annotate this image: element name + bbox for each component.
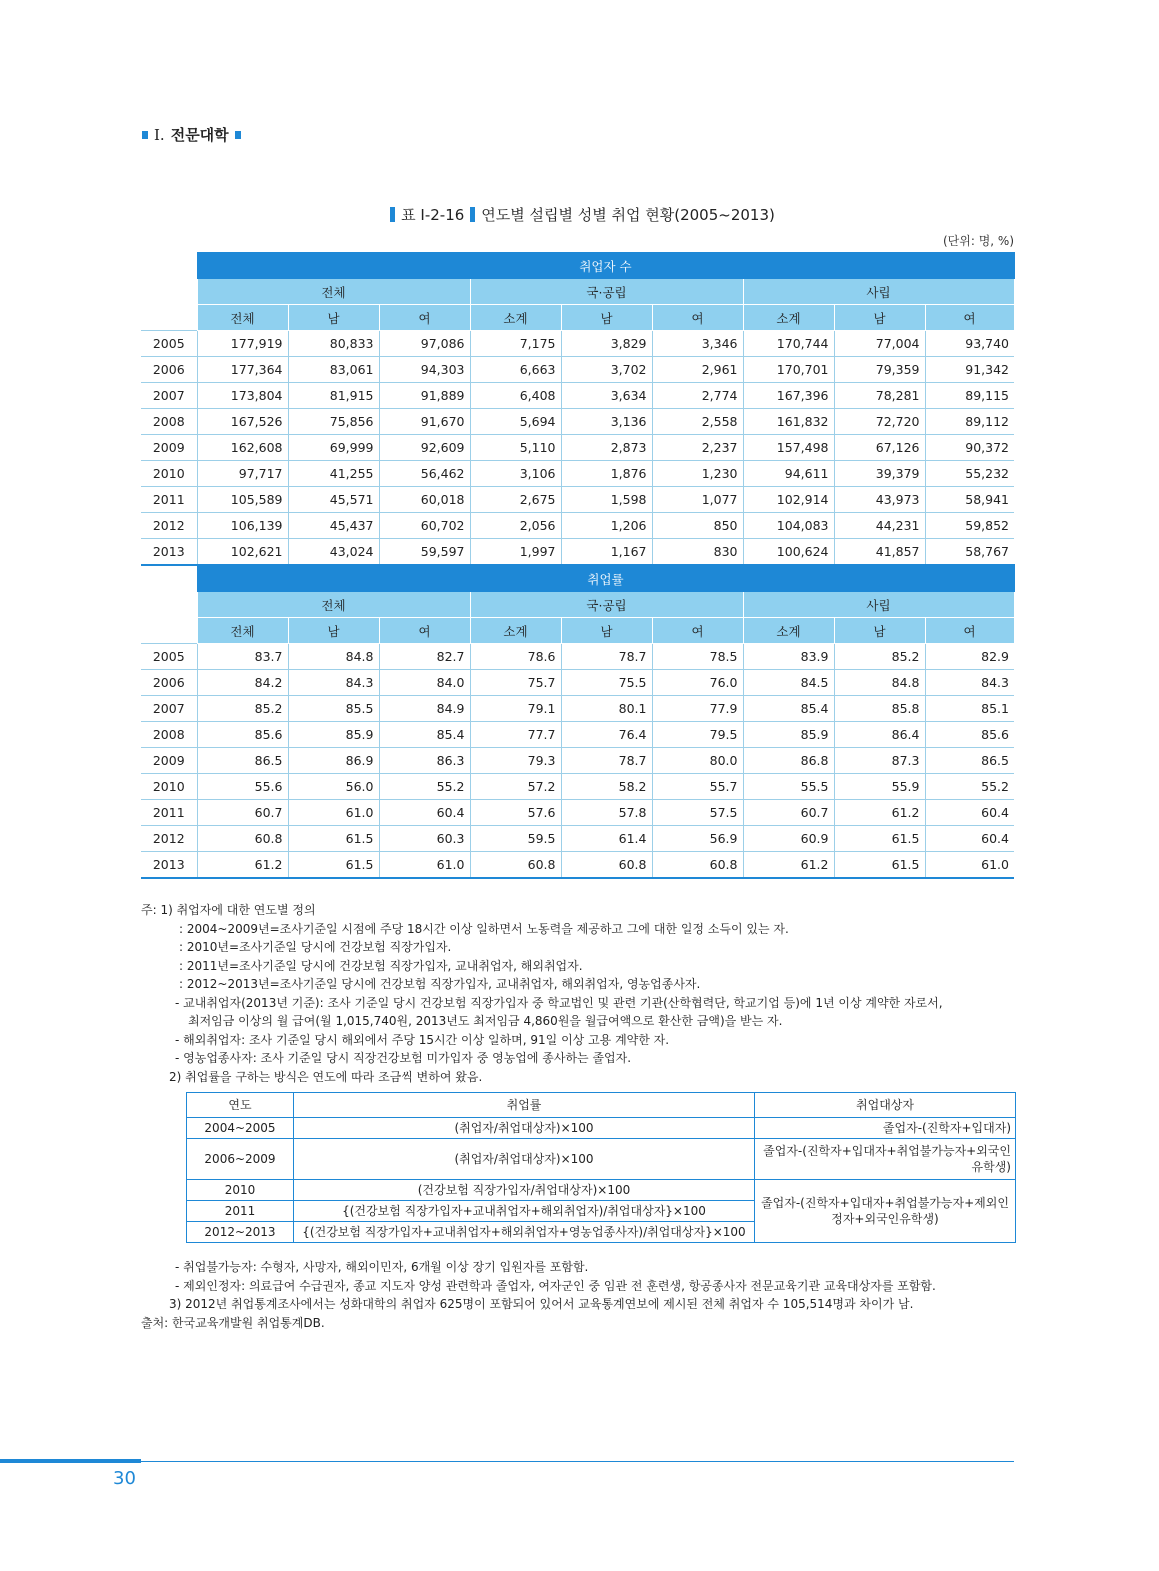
- footnote-line: - 해외취업자: 조사 기준일 당시 해외에서 주당 15시간 이상 일하며, 91일 이상 고용 계약한 자.: [175, 1032, 670, 1047]
- value-cell: 61.5: [288, 826, 379, 852]
- value-cell: 55.7: [652, 774, 743, 800]
- value-cell: 57.5: [652, 800, 743, 826]
- value-cell: 85.4: [379, 722, 470, 748]
- value-cell: 80,833: [288, 331, 379, 357]
- value-cell: 1,167: [561, 539, 652, 566]
- method-target: 졸업자-(진학자+입대자): [755, 1118, 1016, 1139]
- sub-header-cell: 소계: [743, 618, 834, 644]
- value-cell: 61.0: [288, 800, 379, 826]
- value-cell: 86.5: [925, 748, 1014, 774]
- value-cell: 83.7: [197, 644, 288, 670]
- value-cell: 93,740: [925, 331, 1014, 357]
- value-cell: 3,829: [561, 331, 652, 357]
- value-cell: 3,702: [561, 357, 652, 383]
- value-cell: 45,571: [288, 487, 379, 513]
- method-row: [187, 1139, 1016, 1180]
- square-bullet-icon: [142, 131, 148, 139]
- method-rate: (취업자/취업대상자)×100: [294, 1118, 755, 1139]
- value-cell: 167,396: [743, 383, 834, 409]
- footnote-line: - 교내취업자(2013년 기준): 조사 기준일 당시 건강보험 직장가입자 중 학교법인 및 관련 기관(산학협력단, 학교기업 등)에 1년 이상 계약한 자로서,: [175, 995, 943, 1010]
- table-row: [141, 748, 1014, 774]
- value-cell: 84.9: [379, 696, 470, 722]
- value-cell: 84.8: [834, 670, 925, 696]
- value-cell: 86.5: [197, 748, 288, 774]
- value-cell: 1,997: [470, 539, 561, 566]
- section-header: [142, 124, 241, 145]
- value-cell: 58,767: [925, 539, 1014, 566]
- value-cell: 6,408: [470, 383, 561, 409]
- value-cell: 830: [652, 539, 743, 566]
- sub-header-cell: 여: [379, 618, 470, 644]
- value-cell: 60.7: [743, 800, 834, 826]
- value-cell: 56,462: [379, 461, 470, 487]
- value-cell: 60.8: [470, 852, 561, 879]
- footnotes: [141, 901, 1016, 1086]
- value-cell: 2,961: [652, 357, 743, 383]
- value-cell: 45,437: [288, 513, 379, 539]
- employment-table: [141, 252, 1015, 879]
- value-cell: 59,597: [379, 539, 470, 566]
- sub-header-cell: 여: [925, 618, 1014, 644]
- table-row: [141, 383, 1014, 409]
- section-title-row: [141, 253, 1014, 279]
- value-cell: 43,024: [288, 539, 379, 566]
- sub-header-cell: 남: [834, 618, 925, 644]
- value-cell: 97,086: [379, 331, 470, 357]
- value-cell: 94,303: [379, 357, 470, 383]
- value-cell: 85.8: [834, 696, 925, 722]
- group-header-cell: 국·공립: [470, 279, 743, 305]
- value-cell: 1,206: [561, 513, 652, 539]
- value-cell: 85.2: [834, 644, 925, 670]
- value-cell: 85.6: [197, 722, 288, 748]
- year-cell: 2008: [141, 409, 197, 435]
- value-cell: 167,526: [197, 409, 288, 435]
- value-cell: 102,914: [743, 487, 834, 513]
- value-cell: 100,624: [743, 539, 834, 566]
- value-cell: 2,056: [470, 513, 561, 539]
- value-cell: 81,915: [288, 383, 379, 409]
- value-cell: 76.4: [561, 722, 652, 748]
- value-cell: 44,231: [834, 513, 925, 539]
- value-cell: 41,255: [288, 461, 379, 487]
- year-cell: 2008: [141, 722, 197, 748]
- group-header-row: [141, 592, 1014, 618]
- value-cell: 1,230: [652, 461, 743, 487]
- value-cell: 55.2: [379, 774, 470, 800]
- value-cell: 2,237: [652, 435, 743, 461]
- value-cell: 104,083: [743, 513, 834, 539]
- value-cell: 78,281: [834, 383, 925, 409]
- value-cell: 162,608: [197, 435, 288, 461]
- year-cell: 2012: [141, 513, 197, 539]
- value-cell: 77.7: [470, 722, 561, 748]
- value-cell: 83,061: [288, 357, 379, 383]
- year-cell: 2011: [141, 487, 197, 513]
- table-row: [141, 800, 1014, 826]
- value-cell: 80.1: [561, 696, 652, 722]
- value-cell: 85.9: [743, 722, 834, 748]
- footnote-line: : 2011년=조사기준일 당시에 건강보험 직장가입자, 교내취업자, 해외취업자.: [179, 958, 583, 973]
- section-number: I.: [154, 125, 165, 144]
- value-cell: 85.1: [925, 696, 1014, 722]
- value-cell: 41,857: [834, 539, 925, 566]
- table-row: [141, 435, 1014, 461]
- sub-header-row: [141, 618, 1014, 644]
- value-cell: 3,346: [652, 331, 743, 357]
- year-cell: 2007: [141, 696, 197, 722]
- value-cell: 60.4: [925, 826, 1014, 852]
- table-row: [141, 513, 1014, 539]
- value-cell: 59,852: [925, 513, 1014, 539]
- value-cell: 92,609: [379, 435, 470, 461]
- method-rate: {(건강보험 직장가입자+교내취업자+해외취업자)/취업대상자}×100: [294, 1201, 755, 1222]
- value-cell: 56.0: [288, 774, 379, 800]
- caption-bar-icon: [390, 207, 395, 222]
- value-cell: 84.3: [925, 670, 1014, 696]
- value-cell: 43,973: [834, 487, 925, 513]
- value-cell: 60.4: [925, 800, 1014, 826]
- table-caption: [0, 204, 1159, 225]
- sub-header-row: [141, 305, 1014, 331]
- value-cell: 60.8: [652, 852, 743, 879]
- blank-cell: [141, 279, 197, 305]
- sub-header-cell: 남: [834, 305, 925, 331]
- value-cell: 61.0: [925, 852, 1014, 879]
- footnote-line: 2) 취업률을 구하는 방식은 연도에 따라 조금씩 변하여 왔음.: [169, 1069, 483, 1084]
- value-cell: 55.2: [925, 774, 1014, 800]
- value-cell: 78.7: [561, 748, 652, 774]
- value-cell: 56.9: [652, 826, 743, 852]
- method-year: 2011: [187, 1201, 294, 1222]
- method-header-cell: 취업률: [294, 1093, 755, 1118]
- value-cell: 82.9: [925, 644, 1014, 670]
- value-cell: 177,364: [197, 357, 288, 383]
- method-row: [187, 1118, 1016, 1139]
- value-cell: 86.3: [379, 748, 470, 774]
- value-cell: 97,717: [197, 461, 288, 487]
- value-cell: 61.0: [379, 852, 470, 879]
- footnotes-continued: [141, 1258, 1021, 1332]
- rate-method-table: [186, 1092, 1016, 1243]
- value-cell: 170,744: [743, 331, 834, 357]
- value-cell: 84.8: [288, 644, 379, 670]
- page-number: 30: [113, 1468, 136, 1489]
- sub-header-cell: 남: [561, 618, 652, 644]
- method-year: 2012~2013: [187, 1222, 294, 1243]
- table-row: [141, 774, 1014, 800]
- value-cell: 61.2: [743, 852, 834, 879]
- caption-label: 표 Ⅰ-2-16: [401, 206, 465, 224]
- table-row: [141, 409, 1014, 435]
- value-cell: 77,004: [834, 331, 925, 357]
- blank-cell: [141, 618, 197, 644]
- sub-header-cell: 소계: [470, 618, 561, 644]
- year-cell: 2009: [141, 748, 197, 774]
- value-cell: 61.5: [288, 852, 379, 879]
- footnote-line: 주: 1) 취업자에 대한 연도별 정의: [141, 903, 316, 917]
- footnote-line: : 2010년=조사기준일 당시에 건강보험 직장가입자.: [179, 940, 452, 954]
- value-cell: 84.2: [197, 670, 288, 696]
- year-cell: 2013: [141, 852, 197, 879]
- value-cell: 85.9: [288, 722, 379, 748]
- value-cell: 60,702: [379, 513, 470, 539]
- value-cell: 60.4: [379, 800, 470, 826]
- value-cell: 157,498: [743, 435, 834, 461]
- section-title-cell: 취업자 수: [197, 253, 1014, 279]
- value-cell: 170,701: [743, 357, 834, 383]
- footnote-line: - 제외인정자: 의료급여 수급권자, 종교 지도자 양성 관련학과 졸업자, 여자군인 중 임관 전 훈련생, 항공종사자 전문교육기관 교육대상자를 포함함.: [175, 1278, 936, 1293]
- group-header-cell: 사립: [743, 592, 1014, 618]
- value-cell: 61.4: [561, 826, 652, 852]
- value-cell: 78.7: [561, 644, 652, 670]
- method-row: [187, 1180, 1016, 1201]
- value-cell: 82.7: [379, 644, 470, 670]
- value-cell: 85.4: [743, 696, 834, 722]
- table-row: [141, 539, 1014, 566]
- footnote-line: : 2004~2009년=조사기준일 시점에 주당 18시간 이상 일하면서 노동력을 제공하고 그에 대한 일정 소득이 있는 자.: [179, 921, 789, 936]
- value-cell: 84.0: [379, 670, 470, 696]
- value-cell: 58.2: [561, 774, 652, 800]
- method-rate: (건강보험 직장가입자/취업대상자)×100: [294, 1180, 755, 1201]
- value-cell: 58,941: [925, 487, 1014, 513]
- caption-bar-icon: [470, 207, 475, 222]
- value-cell: 55.6: [197, 774, 288, 800]
- value-cell: 67,126: [834, 435, 925, 461]
- value-cell: 60.7: [197, 800, 288, 826]
- footer-accent-bar: [0, 1459, 141, 1463]
- footnote-line: 출처: 한국교육개발원 취업통계DB.: [141, 1315, 325, 1330]
- sub-header-cell: 여: [379, 305, 470, 331]
- value-cell: 79,359: [834, 357, 925, 383]
- footnote-line: - 취업불가능자: 수형자, 사망자, 해외이민자, 6개월 이상 장기 입원자를 포함함.: [175, 1260, 589, 1274]
- value-cell: 55,232: [925, 461, 1014, 487]
- value-cell: 89,115: [925, 383, 1014, 409]
- blank-cell: [141, 253, 197, 279]
- sub-header-cell: 소계: [743, 305, 834, 331]
- group-header-cell: 사립: [743, 279, 1014, 305]
- value-cell: 76.0: [652, 670, 743, 696]
- value-cell: 61.5: [834, 852, 925, 879]
- value-cell: 85.2: [197, 696, 288, 722]
- year-cell: 2010: [141, 461, 197, 487]
- value-cell: 105,589: [197, 487, 288, 513]
- group-header-cell: 전체: [197, 592, 470, 618]
- value-cell: 2,873: [561, 435, 652, 461]
- value-cell: 75,856: [288, 409, 379, 435]
- value-cell: 60.3: [379, 826, 470, 852]
- value-cell: 3,136: [561, 409, 652, 435]
- value-cell: 55.5: [743, 774, 834, 800]
- method-header-row: [187, 1093, 1016, 1118]
- value-cell: 91,670: [379, 409, 470, 435]
- year-cell: 2011: [141, 800, 197, 826]
- blank-cell: [141, 305, 197, 331]
- value-cell: 7,175: [470, 331, 561, 357]
- footnote-line: 3) 2012년 취업통계조사에서는 성화대학의 취업자 625명이 포함되어 있어서 교육통계연보에 제시된 전체 취업자 수 105,514명과 차이가 남.: [169, 1297, 914, 1311]
- value-cell: 57.8: [561, 800, 652, 826]
- year-cell: 2012: [141, 826, 197, 852]
- value-cell: 75.7: [470, 670, 561, 696]
- method-year: 2006~2009: [187, 1139, 294, 1180]
- value-cell: 57.6: [470, 800, 561, 826]
- group-header-cell: 국·공립: [470, 592, 743, 618]
- value-cell: 3,634: [561, 383, 652, 409]
- unit-label: (단위: 명, %): [942, 234, 1014, 248]
- section-title: 전문대학: [170, 126, 229, 144]
- value-cell: 89,112: [925, 409, 1014, 435]
- table-row: [141, 696, 1014, 722]
- sub-header-cell: 여: [652, 305, 743, 331]
- table-row: [141, 357, 1014, 383]
- table-row: [141, 331, 1014, 357]
- method-header-cell: 연도: [187, 1093, 294, 1118]
- year-cell: 2006: [141, 357, 197, 383]
- value-cell: 69,999: [288, 435, 379, 461]
- value-cell: 173,804: [197, 383, 288, 409]
- footnote-line: : 2012~2013년=조사기준일 당시에 건강보험 직장가입자, 교내취업자, 해외취업자, 영농업종사자.: [179, 977, 701, 991]
- sub-header-cell: 남: [561, 305, 652, 331]
- year-cell: 2007: [141, 383, 197, 409]
- value-cell: 60.8: [561, 852, 652, 879]
- blank-cell: [141, 565, 197, 592]
- footnote-line: 최저임금 이상의 월 급여(월 1,015,740원, 2013년도 최저임금 4,860원을 월급여액으로 환산한 금액)을 받는 자.: [188, 1014, 783, 1028]
- value-cell: 79.1: [470, 696, 561, 722]
- year-cell: 2010: [141, 774, 197, 800]
- value-cell: 84.5: [743, 670, 834, 696]
- value-cell: 55.9: [834, 774, 925, 800]
- year-cell: 2006: [141, 670, 197, 696]
- value-cell: 5,110: [470, 435, 561, 461]
- table-row: [141, 722, 1014, 748]
- value-cell: 83.9: [743, 644, 834, 670]
- table-row: [141, 826, 1014, 852]
- method-target: 졸업자-(진학자+입대자+취업불가능자+외국인유학생): [755, 1139, 1016, 1180]
- sub-header-cell: 여: [925, 305, 1014, 331]
- table-row: [141, 644, 1014, 670]
- value-cell: 1,077: [652, 487, 743, 513]
- year-cell: 2005: [141, 331, 197, 357]
- blank-cell: [141, 592, 197, 618]
- value-cell: 60.8: [197, 826, 288, 852]
- sub-header-cell: 소계: [470, 305, 561, 331]
- value-cell: 2,774: [652, 383, 743, 409]
- value-cell: 61.5: [834, 826, 925, 852]
- value-cell: 2,558: [652, 409, 743, 435]
- sub-header-cell: 여: [652, 618, 743, 644]
- table-row: [141, 487, 1014, 513]
- value-cell: 5,694: [470, 409, 561, 435]
- value-cell: 84.3: [288, 670, 379, 696]
- group-header-cell: 전체: [197, 279, 470, 305]
- value-cell: 79.3: [470, 748, 561, 774]
- value-cell: 75.5: [561, 670, 652, 696]
- value-cell: 91,889: [379, 383, 470, 409]
- value-cell: 161,832: [743, 409, 834, 435]
- value-cell: 85.5: [288, 696, 379, 722]
- group-header-row: [141, 279, 1014, 305]
- value-cell: 1,876: [561, 461, 652, 487]
- value-cell: 78.5: [652, 644, 743, 670]
- table-row: [141, 670, 1014, 696]
- value-cell: 80.0: [652, 748, 743, 774]
- footnote-line: - 영농업종사자: 조사 기준일 당시 직장건강보험 미가입자 중 영농업에 종사하는 졸업자.: [175, 1051, 632, 1065]
- value-cell: 77.9: [652, 696, 743, 722]
- value-cell: 102,621: [197, 539, 288, 566]
- sub-header-cell: 전체: [197, 305, 288, 331]
- value-cell: 85.6: [925, 722, 1014, 748]
- method-header-cell: 취업대상자: [755, 1093, 1016, 1118]
- value-cell: 87.3: [834, 748, 925, 774]
- value-cell: 60.9: [743, 826, 834, 852]
- value-cell: 106,139: [197, 513, 288, 539]
- value-cell: 2,675: [470, 487, 561, 513]
- section-title-row: [141, 565, 1014, 592]
- value-cell: 61.2: [197, 852, 288, 879]
- value-cell: 86.9: [288, 748, 379, 774]
- value-cell: 3,106: [470, 461, 561, 487]
- value-cell: 86.8: [743, 748, 834, 774]
- value-cell: 60,018: [379, 487, 470, 513]
- value-cell: 850: [652, 513, 743, 539]
- value-cell: 72,720: [834, 409, 925, 435]
- section-title-cell: 취업률: [197, 565, 1014, 592]
- value-cell: 86.4: [834, 722, 925, 748]
- caption-title: 연도별 설립별 성별 취업 현황(2005~2013): [481, 206, 775, 224]
- method-rate: (취업자/취업대상자)×100: [294, 1139, 755, 1180]
- method-year: 2004~2005: [187, 1118, 294, 1139]
- value-cell: 39,379: [834, 461, 925, 487]
- value-cell: 177,919: [197, 331, 288, 357]
- method-year: 2010: [187, 1180, 294, 1201]
- value-cell: 57.2: [470, 774, 561, 800]
- table-row: [141, 461, 1014, 487]
- sub-header-cell: 남: [288, 305, 379, 331]
- method-target: 졸업자-(진학자+입대자+취업불가능자+제외인정자+외국인유학생): [755, 1180, 1016, 1243]
- year-cell: 2009: [141, 435, 197, 461]
- footer-rule: [141, 1461, 1014, 1462]
- year-cell: 2013: [141, 539, 197, 566]
- table-row: [141, 852, 1014, 879]
- value-cell: 59.5: [470, 826, 561, 852]
- method-rate: {(건강보험 직장가입자+교내취업자+해외취업자+영농업종사자)/취업대상자}×100: [294, 1222, 755, 1243]
- value-cell: 94,611: [743, 461, 834, 487]
- year-cell: 2005: [141, 644, 197, 670]
- value-cell: 61.2: [834, 800, 925, 826]
- value-cell: 91,342: [925, 357, 1014, 383]
- value-cell: 1,598: [561, 487, 652, 513]
- value-cell: 79.5: [652, 722, 743, 748]
- square-bullet-icon: [235, 131, 241, 139]
- value-cell: 78.6: [470, 644, 561, 670]
- value-cell: 90,372: [925, 435, 1014, 461]
- sub-header-cell: 남: [288, 618, 379, 644]
- sub-header-cell: 전체: [197, 618, 288, 644]
- value-cell: 6,663: [470, 357, 561, 383]
